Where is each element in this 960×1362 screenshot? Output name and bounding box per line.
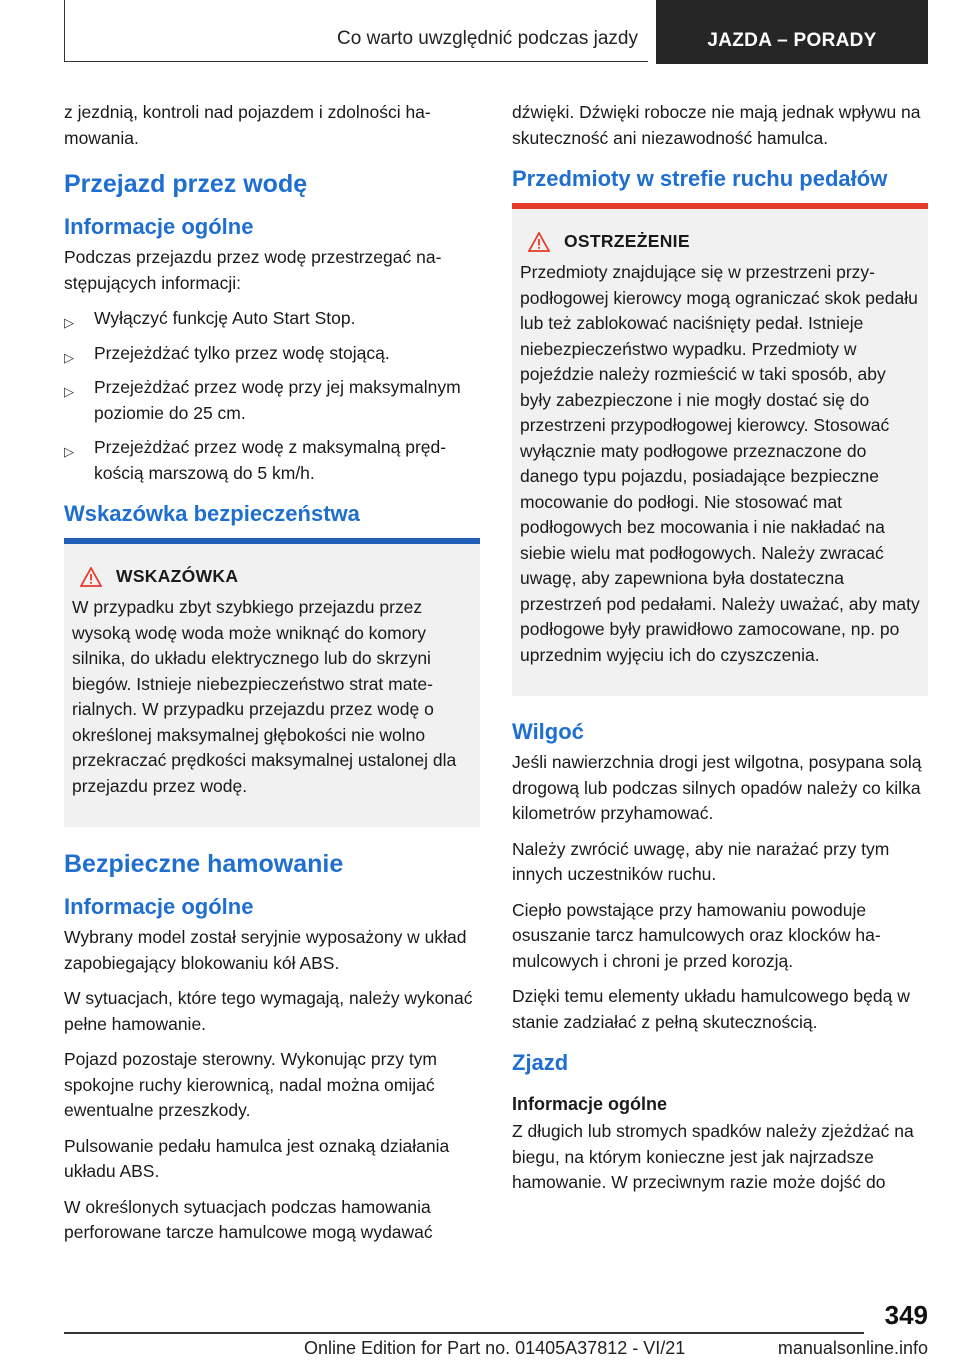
notice-label: WSKAZÓWKA <box>116 566 239 586</box>
intro-text: z jezdnią, kontroli nad pojazdem i zdolności hamowania. <box>64 102 431 148</box>
left-column <box>64 100 480 1256</box>
paragraph: Należy zwrócić uwagę, aby nie narażać przy tym innych uczestników ruchu. <box>512 838 890 884</box>
paragraph: W sytuacjach, które tego wymagają, należy wykonać pełne hamowanie. <box>64 988 473 1034</box>
subheading-general-info: Informacje ogólne <box>512 1094 668 1114</box>
heading-general-info: Informacje ogólne <box>64 214 254 239</box>
paragraph: Dzięki temu elementy układu hamulcowego będą w stanie zadziałać z pełną skutecznością. <box>512 986 910 1032</box>
paragraph: Z długich lub stromych spadków należy zjeżdżać na biegu, na którym konieczne jest jak najrzadsze hamowanie. W przeciwnym razie może dojść do <box>512 1121 914 1192</box>
chapter-title: Co warto uwzględnić podczas jazdy <box>337 28 638 49</box>
paragraph: Pulsowanie pedału hamulca jest oznaką działania układu ABS. <box>64 1135 450 1181</box>
paragraph: Podczas przejazdu przez wodę przestrzegać następujących informacji: <box>64 247 442 293</box>
triangle-bullet-icon: ▷ <box>64 315 74 330</box>
paragraph: Pojazd pozostaje sterowny. Wykonując przy tym spokojne ruchy kierownicą, nadal można omijać ewentualne przeszkody. <box>64 1049 438 1120</box>
warning-label: OSTRZEŻENIE <box>564 231 690 251</box>
page-number: 349 <box>884 1300 928 1330</box>
notice-text: W przypadku zbyt szybkiego przejazdu przez wysoką wodę woda może wniknąć do komory silnika, do układu elektrycznego lub do skrzyni biegów. Istnieje niebezpieczeństwo strat materialnych. W przypadku przejazdu przez wodę o określonej maksymalnej głębokości nie wolno przekraczać prędkości maksymalnej ustalonej dla przejazdu przez wodę. <box>72 597 457 796</box>
list-item: ▷ Wyłączyć funkcję Auto Start Stop. <box>64 306 480 332</box>
heading-pedal-objects: Przedmioty w strefie ruchu pedałów <box>512 166 888 191</box>
warning-triangle-icon <box>528 232 550 252</box>
list-item: ▷ Przejeżdżać przez wodę z maksymalną prędkością marszową do 5 km/h. <box>64 437 447 483</box>
list-item: ▷ Przejeżdżać przez wodę przy jej maksymalnym poziomie do 25 cm. <box>64 377 461 423</box>
watermark-logo: manualsonline.info <box>777 1338 928 1358</box>
triangle-bullet-icon: ▷ <box>64 349 74 365</box>
intro-text: dźwięki. Dźwięki robocze nie mają jednak wpływu na skuteczność ani niezawodność hamulca. <box>512 102 921 148</box>
paragraph: Wybrany model został seryjnie wyposażony w układ zapobiegający blokowaniu kół ABS. <box>64 927 467 973</box>
footer-rule <box>64 1332 864 1334</box>
paragraph: Ciepło powstające przy hamowaniu powoduje osuszanie tarcz hamulcowych oraz klocków hamulcowych i chroni je przed korozją. <box>512 899 881 971</box>
section-tab: JAZDA – PORADY <box>656 0 928 64</box>
heading-water-crossing: Przejazd przez wodę <box>64 170 308 198</box>
warning-text: Przedmioty znajdujące się w przestrzeni przypodłogowej kierowcy mogą ograniczać skok pedału lub też zablokować naciśnięty pedał. Istnieje niebezpieczeństwo wypadku. Przedmioty w pojeździe należy rozmieścić w taki sposób, aby były zabezpieczone i nie mogły dostać się do przestrzeni przypodłogowej kierowcy. Stosować wyłącznie maty podłogowe przeznaczone do danego typu pojazdu, posiadające bezpieczne mocowanie do podłogi. Nie stosować mat podłogowych bez mocowania i nie nakładać na siebie wielu mat podłogowych. Należy zwracać uwagę, aby zapewniona była dostateczna przestrzeń pod pedałami. Należy uważać, aby maty podłogowe były prawidłowo zamocowane, np. po uprzednim wyjęciu ich do czyszczenia. <box>520 262 920 665</box>
notice-box <box>64 544 480 827</box>
right-column <box>512 100 928 1206</box>
edition-text: Online Edition for Part no. 01405A37812 - VI/21 <box>304 1338 686 1358</box>
heading-moisture: Wilgoć <box>512 719 584 744</box>
bullet-list <box>64 306 480 486</box>
triangle-bullet-icon: ▷ <box>64 444 74 459</box>
list-item: ▷ Przejeżdżać tylko przez wodę stojącą. <box>64 341 480 367</box>
warning-box <box>512 209 928 696</box>
heading-safety-note: Wskazówka bezpieczeństwa <box>64 501 360 526</box>
page-header <box>64 0 928 64</box>
triangle-bullet-icon: ▷ <box>64 384 74 399</box>
heading-downhill: Zjazd <box>512 1050 569 1075</box>
heading-safe-braking: Bezpieczne hamowanie <box>64 850 344 878</box>
heading-general-info: Informacje ogólne <box>64 894 254 919</box>
paragraph: W określonych sytuacjach podczas hamowania perforowane tarcze hamulcowe mogą wydawać <box>64 1196 433 1242</box>
warning-triangle-icon <box>80 567 102 587</box>
paragraph: Jeśli nawierzchnia drogi jest wilgotna, posypana solą drogową lub podczas silnych opadów należy co kilka kilometrów przyhamować. <box>512 752 922 823</box>
